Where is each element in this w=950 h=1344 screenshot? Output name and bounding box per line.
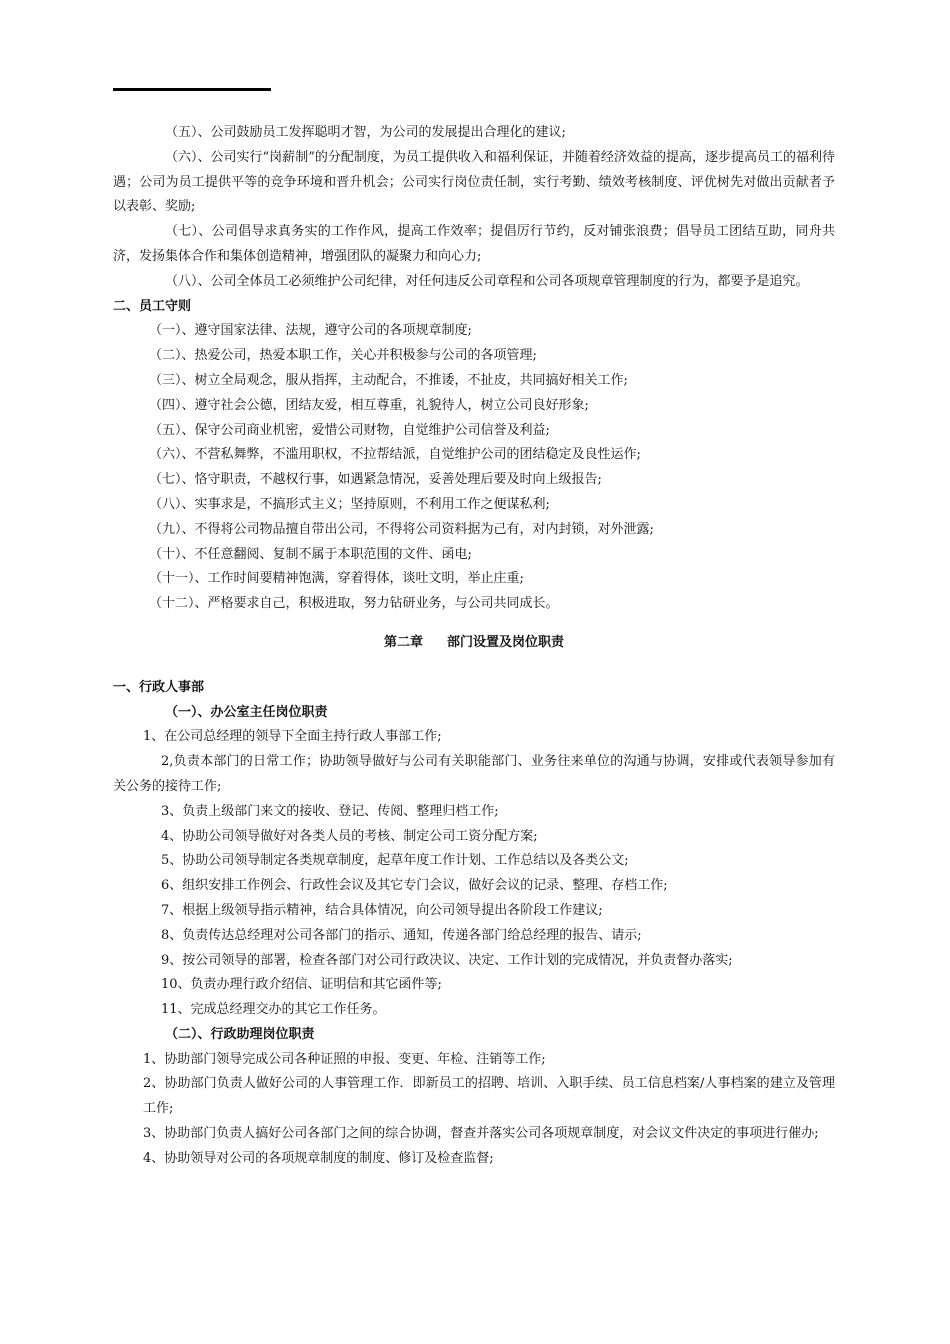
- duty-item: 11、完成总经理交办的其它工作任务。: [161, 1002, 386, 1018]
- intro-item: （七）、公司倡导求真务实的工作作风，提高工作效率；提倡厉行节约，反对铺张浪费；倡导员工团结互助，同舟共济，发扬集体合作和集体创造精神，增强团队的凝聚力和向心力;: [113, 224, 835, 264]
- role-title-office-director: （一）、办公室主任岗位职责: [165, 704, 328, 720]
- duty-item: 3、负责上级部门来文的接收、登记、传阅、整理归档工作;: [161, 803, 499, 819]
- rule-item: （三）、树立全局观念，服从指挥，主动配合，不推诿，不扯皮，共同搞好相关工作;: [149, 372, 628, 388]
- rule-item: （一）、遵守国家法律、法规，遵守公司的各项规章制度;: [149, 323, 472, 339]
- rule-item: （二）、热爱公司，热爱本职工作，关心并积极参与公司的各项管理;: [149, 348, 537, 364]
- chapter-title: 部门设置及岗位职责: [447, 634, 565, 650]
- duty-item: 1、在公司总经理的领导下全面主持行政人事部工作;: [143, 729, 442, 745]
- rule-item: （四）、遵守社会公德，团结友爱，相互尊重，礼貌待人，树立公司良好形象;: [149, 397, 589, 413]
- duty-item: 6、组织安排工作例会、行政性会议及其它专门会议，做好会议的记录、整理、存档工作;: [161, 878, 668, 894]
- duty-item: 1、协助部门领导完成公司各种证照的申报、变更、年检、注销等工作;: [143, 1051, 546, 1067]
- dept-heading: 一、行政人事部: [113, 679, 205, 695]
- rule-item: （八）、实事求是，不搞形式主义；坚持原则，不利用工作之便谋私利;: [149, 496, 550, 512]
- duty-item: 4、协助公司领导做好对各类人员的考核、制定公司工资分配方案;: [161, 828, 538, 844]
- duty-item: 2、协助部门负责人做好公司的人事管理工作．即新员工的招聘、培训、入职手续、员工信息档案/人事档案的建立及管理工作;: [143, 1076, 835, 1117]
- rule-item: （十一）、工作时间要精神饱满，穿着得体，谈吐文明，举止庄重;: [149, 571, 524, 587]
- duty-item: 10、负责办理行政介绍信、证明信和其它函件等;: [161, 977, 442, 993]
- header-rule: [113, 88, 271, 91]
- duty-item: 7、根据上级领导指示精神，结合具体情况，向公司领导提出各阶段工作建议;: [161, 902, 603, 918]
- rule-item: （九）、不得将公司物品擅自带出公司，不得将公司资料据为己有，对内封锁，对外泄露;: [149, 521, 654, 537]
- duty-item: 5、协助公司领导制定各类规章制度，起草年度工作计划、工作总结以及各类公文;: [161, 853, 629, 869]
- duty-item: 9、按公司领导的部署，检查各部门对公司行政决议、决定、工作计划的完成情况，并负责督办落实;: [161, 952, 733, 968]
- intro-item: （六）、公司实行“岗薪制”的分配制度，为员工提供收入和福利保证，并随着经济效益的提高，逐步提高员工的福利待遇；公司为员工提供平等的竞争环境和晋升机会；公司实行岗位责任制，实行考勤、绩效考核制度、评优树先对做出贡献者予以表彰、奖励;: [113, 149, 835, 215]
- document-body: [113, 121, 835, 1172]
- chapter-number: 第二章: [383, 634, 423, 650]
- rule-item: （六）、不营私舞弊，不滥用职权，不拉帮结派，自觉维护公司的团结稳定及良性运作;: [149, 447, 641, 463]
- duty-item: 4、协助领导对公司的各项规章制度的制度、修订及检查监督;: [143, 1150, 494, 1166]
- rule-item: （五）、保守公司商业机密，爱惜公司财物，自觉维护公司信誉及利益;: [149, 422, 550, 438]
- section-heading-employee-rules: 二、员工守则: [113, 298, 192, 314]
- chapter-heading: [113, 631, 835, 656]
- intro-item: （五）、公司鼓励员工发挥聪明才智，为公司的发展提出合理化的建议;: [165, 125, 566, 140]
- duty-item: 8、负责传达总经理对公司各部门的指示、通知，传递各部门给总经理的报告、请示;: [161, 927, 642, 943]
- rule-item: （十）、不任意翻阅、复制不属于本职范围的文件、函电;: [149, 546, 472, 562]
- rule-item: （十二）、严格要求自己，积极进取，努力钻研业务，与公司共同成长。: [149, 596, 559, 612]
- duty-item: 2,负责本部门的日常工作；协助领导做好与公司有关职能部门、业务往来单位的沟通与协调，安排或代表领导参加有关公务的接待工作;: [113, 754, 835, 794]
- duty-item: 3、协助部门负责人搞好公司各部门之间的综合协调，督查并落实公司各项规章制度，对会议文件决定的事项进行催办;: [143, 1126, 819, 1142]
- rule-item: （七）、恪守职责，不越权行事，如遇紧急情况，妥善处理后要及时向上级报告;: [149, 472, 602, 488]
- role-title-admin-assistant: （二）、行政助理岗位职责: [165, 1026, 315, 1042]
- intro-item: （八）、公司全体员工必须维护公司纪律，对任何违反公司章程和公司各项规章管理制度的行为，都要予是追究。: [165, 273, 809, 289]
